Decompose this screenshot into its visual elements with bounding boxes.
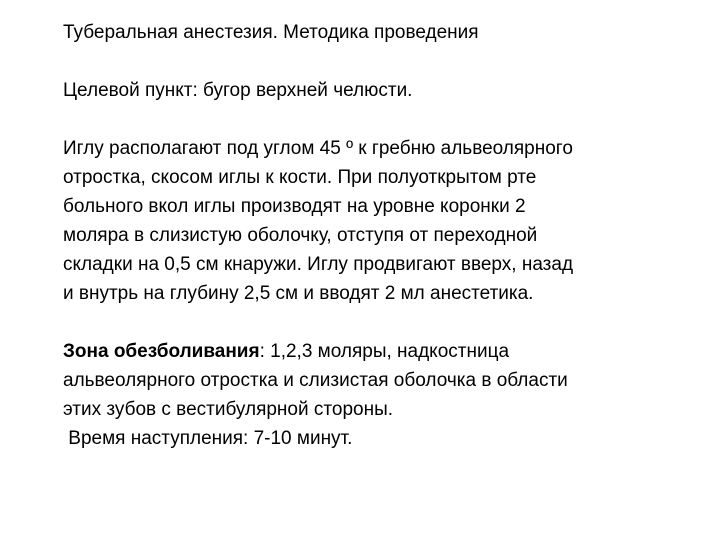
zone-label: Зона обезболивания <box>63 341 260 362</box>
method-line: и внутрь на глубину 2,5 см и вводят 2 мл анестетика. <box>63 283 534 304</box>
method-line: больного вкол иглы производят на уровне коронки 2 <box>63 196 526 217</box>
target-point-text: Целевой пункт: бугор верхней челюсти. <box>63 80 413 101</box>
method-line: складки на 0,5 см кнаружи. Иглу продвигают вверх, назад <box>63 254 574 275</box>
method-line: Иглу располагают под углом 45 º к гребню альвеолярного <box>63 138 573 159</box>
method-line: отростка, скосом иглы к кости. При полуоткрытом рте <box>63 167 537 188</box>
spacer <box>63 47 713 76</box>
spacer <box>63 308 713 337</box>
slide-title: Туберальная анестезия. Методика проведения <box>63 22 479 43</box>
spacer <box>63 105 713 134</box>
onset-time-text: Время наступления: 7-10 минут. <box>63 428 353 449</box>
anesthesia-zone-paragraph <box>63 337 713 453</box>
slide-content <box>63 18 713 453</box>
zone-line: альвеолярного отростка и слизистая оболочка в области <box>63 370 568 391</box>
zone-line <box>63 337 713 366</box>
method-paragraph <box>63 134 713 308</box>
zone-line: этих зубов с вестибулярной стороны. <box>63 399 394 420</box>
method-line: моляра в слизистую оболочку, отступя от переходной <box>63 225 538 246</box>
zone-text: : 1,2,3 моляры, надкостница <box>259 341 510 362</box>
